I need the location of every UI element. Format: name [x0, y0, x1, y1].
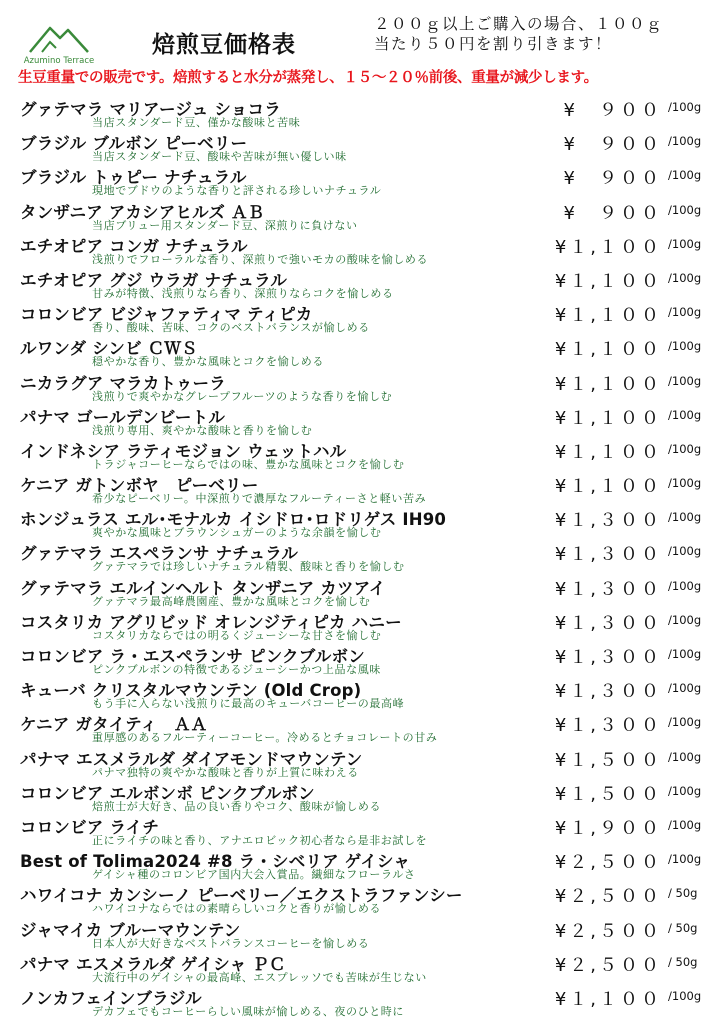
price-unit: /100g	[668, 168, 702, 183]
discount-note	[374, 14, 663, 54]
price-row	[0, 335, 724, 369]
price-unit: /100g	[668, 270, 702, 285]
product-price: ¥１,１００	[554, 305, 662, 327]
product-name: ケニア ガタイティ ＡＡ	[20, 715, 208, 735]
price-row	[0, 370, 724, 404]
price-row	[0, 96, 724, 130]
logo	[14, 18, 104, 68]
product-price: ¥ ９００	[563, 134, 662, 156]
page-title: 焙煎豆価格表	[152, 32, 296, 58]
product-price: ¥２,５００	[554, 954, 662, 976]
product-description: 重厚感のあるフルーティーコーヒー。冷めるとチョコレートの甘み	[92, 731, 438, 745]
product-price: ¥２,５００	[554, 920, 662, 942]
product-name: コロンビア ラ・エスペランサ ピンクブルボン	[20, 647, 365, 666]
price-unit: /100g	[668, 544, 702, 559]
product-description: 現地でブドウのような香りと評される珍しいナチュラル	[92, 184, 382, 198]
price-row	[0, 951, 724, 985]
product-name: パナマ エスメラルダ ダイアモンドマウンテン	[20, 749, 363, 769]
product-description: パナマ独特の爽やかな酸味と香りが上質に味わえる	[92, 765, 359, 779]
product-price: ¥２,５００	[554, 886, 662, 908]
product-price: ¥１,３００	[554, 578, 662, 600]
product-price: ¥２,５００	[554, 852, 662, 874]
product-price: ¥ ９００	[563, 168, 662, 190]
weight-warning: 生豆重量での販売です。焙煎すると水分が蒸発し、１５～２０％前後、重量が減少します。	[18, 70, 598, 86]
product-name: コスタリカ アグリビッド オレンジティピカ ハニー	[20, 612, 402, 632]
price-unit: /100g	[668, 612, 702, 627]
price-row	[0, 506, 724, 540]
product-description: 希少なピーベリー。中深煎りで濃厚なフルーティーさと軽い苦み	[92, 492, 427, 506]
price-list	[0, 96, 724, 1019]
price-unit: /100g	[668, 578, 702, 593]
discount-note-line1: ２００ｇ以上ご購入の場合、１００ｇ	[374, 15, 664, 33]
product-description: トラジャコーヒーならではの味、豊かな風味とコクを愉しむ	[92, 457, 405, 471]
price-unit: /100g	[668, 988, 702, 1003]
product-name: ニカラグア マラカトゥーラ	[20, 373, 226, 393]
product-description: 穏やかな香り、豊かな風味とコクを愉しめる	[92, 355, 324, 369]
price-row	[0, 848, 724, 882]
product-name: エチオピア コンガ ナチュラル	[20, 236, 248, 256]
price-row	[0, 711, 724, 745]
product-description: 浅煎り専用、爽やかな酸味と香りを愉しむ	[92, 423, 313, 437]
product-description: 日本人が大好きなベストバランスコーヒーを愉しめる	[92, 936, 370, 950]
price-unit: /100g	[668, 407, 702, 422]
product-description: 香り、酸味、苦味、コクのベストバランスが愉しめる	[92, 321, 370, 335]
price-row	[0, 985, 724, 1019]
product-description: ピンクブルボンの特徴であるジューシーかつ上品な風味	[92, 663, 381, 676]
price-unit: /100g	[668, 441, 702, 456]
price-unit: / 50g	[668, 954, 698, 969]
product-description: ハワイコナならではの素晴らしいコクと香りが愉しめる	[92, 902, 382, 916]
price-unit: /100g	[668, 202, 702, 217]
product-price: ¥１,１００	[554, 339, 662, 361]
price-row	[0, 677, 724, 711]
price-row	[0, 233, 724, 267]
product-price: ¥１,５００	[554, 749, 662, 771]
product-description: デカフェでもコーヒーらしい風味が愉しめる、夜のひと時に	[92, 1004, 404, 1018]
product-name: コロンビア ライチ	[20, 817, 160, 837]
price-unit: /100g	[668, 134, 702, 149]
product-price: ¥１,３００	[554, 715, 662, 737]
price-unit: /100g	[668, 783, 702, 798]
product-name: パナマ ゴールデンビートル	[20, 407, 226, 427]
product-price: ¥１,１００	[554, 988, 662, 1010]
product-description: 当店スタンダード豆、酸味や苦味が無い優しい味	[92, 150, 347, 164]
product-name: ジャマイカ ブルーマウンテン	[20, 920, 241, 940]
product-description: ゲイシャ種のコロンビア国内大会入賞品。繊細なフローラルさ	[92, 868, 416, 882]
product-name: ブラジル トゥピー ナチュラル	[20, 168, 247, 188]
product-name: グァテマラ エスペランサ ナチュラル	[20, 544, 299, 564]
price-unit: /100g	[668, 647, 702, 661]
product-description: 浅煎りでフローラルな香り、深煎りで強いモカの酸味を愉しめる	[92, 252, 429, 266]
product-description: 当店スタンダード豆、僅かな酸味と苦味	[92, 116, 301, 129]
price-row	[0, 917, 724, 951]
product-price: ¥１,３００	[554, 681, 662, 703]
product-price: ¥１,３００	[554, 612, 662, 634]
price-unit: /100g	[668, 749, 702, 764]
product-price: ¥１,１００	[554, 373, 662, 395]
product-description: 爽やかな風味とブラウンシュガーのような余韻を愉しむ	[92, 526, 382, 540]
price-row	[0, 164, 724, 198]
price-row	[0, 301, 724, 335]
product-name: コロンビア エルボンボ ピンクブルボン	[20, 783, 315, 803]
product-price: ¥１,１００	[554, 236, 662, 258]
product-description: 焙煎士が大好き、品の良い香りやコク、酸味が愉しめる	[92, 799, 382, 813]
product-price: ¥１,５００	[554, 783, 662, 805]
product-description: 甘みが特徴、浅煎りなら香り、深煎りならコクを愉しめる	[92, 286, 394, 300]
price-row	[0, 609, 724, 643]
product-name: ブラジル ブルボン ピーベリー	[20, 134, 248, 154]
discount-note-line2: 当たり５０円を割り引きます！	[374, 35, 613, 53]
product-price: ¥１,１００	[554, 407, 662, 429]
price-unit: /100g	[668, 236, 702, 251]
product-name: パナマ エスメラルダ ゲイシャ ＰＣ	[20, 954, 286, 974]
product-name: ルワンダ シンビ ＣＷＳ	[20, 339, 198, 359]
product-price: ¥１,１００	[554, 441, 662, 463]
product-description: 大流行中のゲイシャの最高峰、エスプレッソでも苦味が生じない	[92, 970, 427, 984]
product-price: ¥ ９００	[563, 202, 662, 224]
product-description: グァテマラ最高峰農園産、豊かな風味とコクを愉しむ	[92, 594, 371, 608]
product-name: ホンジュラス エル･モナルカ イシドロ･ロドリゲス IH90	[20, 510, 447, 530]
price-row	[0, 130, 724, 164]
price-unit: /100g	[668, 681, 702, 696]
price-row	[0, 643, 724, 677]
logo-text: Azumino Terrace	[23, 56, 95, 66]
price-unit: /100g	[668, 852, 702, 867]
product-price: ¥１,９００	[554, 817, 662, 839]
product-name: ケニア ガトンボヤ ピーベリー	[20, 476, 259, 496]
product-price: ¥１,１００	[554, 476, 662, 498]
price-row	[0, 814, 724, 848]
product-description: グァテマラでは珍しいナチュラル精製、酸味と香りを愉しむ	[92, 560, 405, 574]
price-row	[0, 472, 724, 506]
price-unit: /100g	[668, 305, 702, 320]
product-price: ¥１,３００	[554, 544, 662, 566]
product-name: タンザニア アカシアヒルズ ＡＢ	[20, 202, 265, 222]
price-unit: /100g	[668, 373, 702, 388]
price-row	[0, 404, 724, 438]
price-unit: /100g	[668, 817, 702, 832]
product-price: ¥ ９００	[563, 100, 662, 121]
price-row	[0, 780, 724, 814]
price-row	[0, 882, 724, 916]
product-name: グァテマラ エルインヘルト タンザニア カツアイ	[20, 578, 386, 598]
price-row	[0, 540, 724, 574]
price-unit: /100g	[668, 339, 702, 354]
product-description: 正にライチの味と香り、アナエロビック初心者なら是非お試しを	[92, 833, 428, 847]
product-description: 当店ブリュー用スタンダード豆、深煎りに負けない	[92, 218, 358, 232]
price-unit: /100g	[668, 715, 702, 730]
product-price: ¥１,３００	[554, 510, 662, 532]
product-description: コスタリカならではの明るくジューシーな甘さを愉しむ	[92, 628, 382, 642]
product-name: コロンビア ビジャファティマ ティピカ	[20, 305, 313, 325]
product-name: Best of Tolima2024 #8 ラ・シベリア ゲイシャ	[20, 852, 411, 872]
price-row	[0, 575, 724, 609]
price-row	[0, 199, 724, 233]
product-price: ¥１,１００	[554, 270, 662, 292]
product-name: エチオピア グジ ウラガ ナチュラル	[20, 270, 288, 290]
price-unit: /100g	[668, 476, 702, 491]
product-name: キューバ クリスタルマウンテン (Old Crop)	[20, 681, 362, 701]
product-name: グァテマラ マリアージュ ショコラ	[20, 100, 281, 119]
product-name: ノンカフェインブラジル	[20, 988, 202, 1008]
price-unit: / 50g	[668, 886, 698, 901]
product-name: インドネシア ラティモジョン ウェットハル	[20, 441, 347, 461]
product-description: 浅煎りで爽やかなグレープフルーツのような香りを愉しむ	[92, 389, 393, 403]
price-row	[0, 267, 724, 301]
price-row	[0, 438, 724, 472]
product-description: もう手に入らない浅煎りに最高のキューバコーヒーの最高峰	[92, 697, 405, 711]
price-row	[0, 746, 724, 780]
price-unit: /100g	[668, 100, 702, 114]
price-unit: / 50g	[668, 920, 698, 935]
product-name: ハワイコナ カンシーノ ピーベリー／エクストラファンシー	[20, 886, 463, 906]
price-unit: /100g	[668, 510, 702, 525]
product-price: ¥１,３００	[554, 647, 662, 668]
mountain-logo-icon	[28, 18, 90, 56]
